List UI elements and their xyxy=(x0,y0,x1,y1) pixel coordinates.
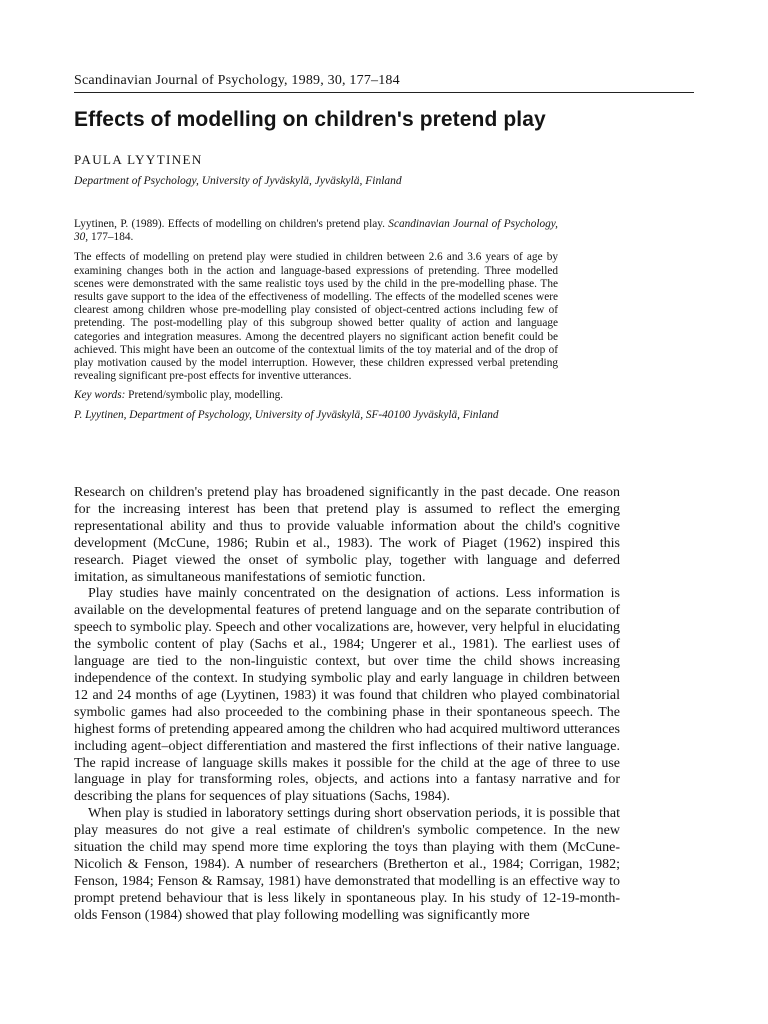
running-header: Scandinavian Journal of Psychology, 1989, 30, 177–184 xyxy=(74,73,400,88)
body-paragraph-2: Play studies have mainly concentrated on the designation of actions. Less information is available on the developmental features of pretend language and on the separate contribution of speech to symbolic play. Speech and other vocalizations are, however, very helpful in elucidating the symbolic content of play (Sachs et al., 1984; Ungerer et al., 1981). The earliest uses of language are tied to the non-linguistic context, but over time the child shows increasing independence of the context. In studying symbolic play and early language in children between 12 and 24 months of age (Lyytinen, 1983) it was found that children who played combinatorial symbolic games had also proceeded to the combining phase in their spontaneous speech. The highest forms of pretending appeared among the children who had acquired multiword utterances including agent–object differentiation and mastered the first inflections of their native language. The rapid increase of language skills makes it possible for the child at the age of three to use language in play for transforming roles, objects, and actions into a fantasy narrative and for describing the plans for sequences of play situations (Sachs, 1984). xyxy=(74,586,620,805)
keywords xyxy=(74,389,558,402)
author-name: PAULA LYYTINEN xyxy=(74,152,203,167)
keywords-list: Pretend/symbolic play, modelling. xyxy=(125,389,284,402)
author-affiliation: Department of Psychology, University of Jyväskylä, Jyväskylä, Finland xyxy=(74,175,402,187)
abstract-body: The effects of modelling on pretend play were studied in children between 2.6 and 3.6 years of age by examining changes both in the action and language-based expressions of pretending. Three modelled scenes were demonstrated with the same realistic toys used by the child in the pre-modelling phase. The results gave support to the idea of the effectiveness of modelling. The effects of the modelled scenes were clearest among children whose pre-modelling play consisted of object-centred actions including few of pretending. The post-modelling play of this subgroup showed better quality of action and language categories and integration measures. Among the decentred players no significant action benefit could be achieved. This might have been an outcome of the contextual limits of the toy material and of the drop of play motivation caused by the model interruption. However, these children expressed verbal pretending revealing significant pre-post effects for inventive utterances. xyxy=(74,251,558,383)
body-paragraph-3: When play is studied in laboratory settings during short observation periods, it is possible that play measures do not give a real estimate of children's symbolic competence. In the new situation the child may spend more time exploring the toys than playing with them (McCune-Nicolich & Fenson, 1984). A number of researchers (Bretherton et al., 1984; Corrigan, 1982; Fenson, 1984; Fenson & Ramsay, 1981) have demonstrated that modelling is an effective way to prompt pretend behaviour that is less likely in spontaneous play. In his study of 12-19-month-olds Fenson (1984) showed that play following modelling was significantly more xyxy=(74,806,620,923)
citation-authors: Lyytinen, P. (1989). Effects of modelling on children's pretend play. xyxy=(74,218,389,230)
keywords-label: Key words: xyxy=(74,389,126,402)
body-paragraph-1: Research on children's pretend play has broadened significantly in the past decade. One reason for the increasing interest has been that pretend play is assumed to reflect the emerging representational ability and thus to provide valuable information about the child's cognitive development (McCune, 1986; Rubin et al., 1983). The work of Piaget (1962) inspired this research. Piaget viewed the onset of symbolic play, together with language and deferred imitation, as simultaneous manifestations of semiotic function. xyxy=(74,485,620,585)
citation-journal: Scandinavian Journal of Psychology, 30, xyxy=(74,218,558,244)
citation-pages: 177–184. xyxy=(88,231,134,244)
abstract-citation xyxy=(74,218,558,244)
article-body xyxy=(74,485,620,925)
correspondence-address: P. Lyytinen, Department of Psychology, University of Jyväskylä, SF-40100 Jyväskylä, Finland xyxy=(74,408,499,421)
header-rule xyxy=(74,92,694,93)
abstract-block xyxy=(74,218,558,422)
article-title: Effects of modelling on children's pretend play xyxy=(74,108,546,131)
